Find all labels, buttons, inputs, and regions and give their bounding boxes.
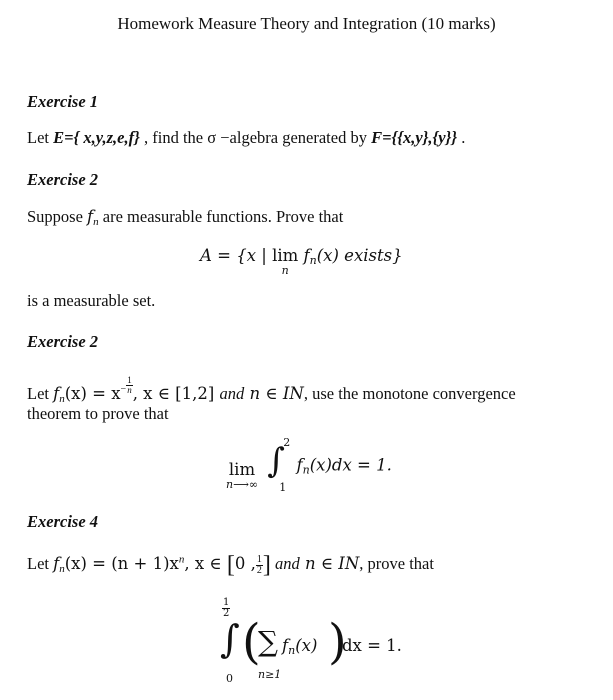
set-e: E={ x,y,z,e,f} — [53, 128, 140, 147]
page-title: Homework Measure Theory and Integration (10 marks) — [117, 14, 496, 33]
exercise-2-statement: Suppose $f_n$ are measurable functions. Prove that — [27, 207, 344, 228]
set-a-formula: A = {x | lim n $f_n(x)$ exists} — [200, 246, 403, 277]
limit-integral-formula: lim n⟶∞ ∫ 2 1 $f_n(x)dx = 1$. — [226, 436, 392, 494]
measurable-set-line: is a measurable set. — [27, 291, 156, 310]
summation-sign: ∑ — [258, 625, 278, 658]
exercise-2-heading: Exercise 2 — [27, 170, 99, 189]
series-integral-formula: $\frac{1}{2}$ ∫ 0 ( ∑ n≥1 $f_n(x)$ ) dx = 1. — [220, 597, 402, 685]
right-paren: ) — [328, 614, 347, 670]
left-paren: ( — [242, 614, 261, 670]
exercise-2b-heading: Exercise 2 — [27, 332, 99, 351]
set-f: F={{x,y},{y}} — [371, 128, 458, 147]
exercise-2b-line2: theorem to prove that — [27, 404, 169, 423]
integral-sign: ∫ — [267, 441, 285, 481]
exercise-4-statement: Let $f_n(x) = (n + 1)x^n$, x ∈ [0 , $\frac{1}{2}$ ] and n ∈ IN, prove that — [27, 552, 434, 578]
integral-sign: ∫ — [220, 617, 240, 661]
exercise-4-heading: Exercise 4 — [27, 512, 99, 531]
exercise-1-statement: Let E={ x,y,z,e,f} , find the σ −algebra generated by F={{x,y},{y}} . — [27, 128, 466, 147]
exercise-2b-statement: Let $f_n(x) = x^-$ $\frac{1}{n}$ , x ∈ [1,2] and n ∈ IN, use the monotone convergence — [27, 375, 516, 405]
exercise-1-heading: Exercise 1 — [27, 92, 99, 111]
